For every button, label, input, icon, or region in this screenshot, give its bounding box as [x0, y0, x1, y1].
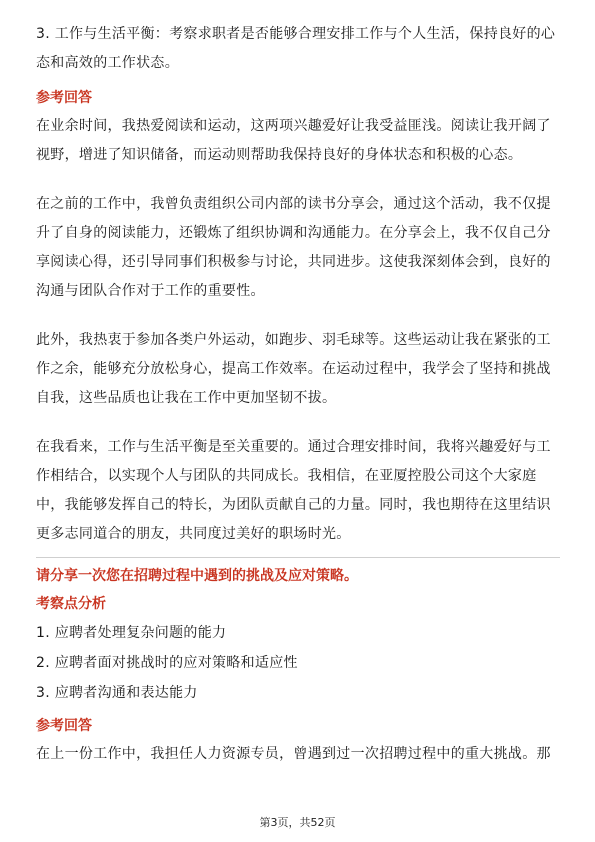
- page-number: 第3页，共52页: [259, 816, 336, 829]
- analysis-point: 2. 应聘者面对挑战时的应对策略和适应性: [36, 655, 298, 671]
- question-heading: 请分享一次您在招聘过程中遇到的挑战及应对策略。: [36, 568, 358, 584]
- answer-paragraph-start: 在上一份工作中，我担任人力资源专员，曾遇到过一次招聘过程中的重大挑战。那: [36, 746, 551, 762]
- answer-paragraph: 此外，我热衷于参加各类户外运动，如跑步、羽毛球等。这些运动让我在紧张的工作之余，能够充分放松身心，提高工作效率。在运动过程中，我学会了坚持和挑战自我，这些品质也让我在工作中更加坚韧不拔。: [36, 332, 551, 406]
- document-page: [36, 20, 560, 769]
- answer-label: 参考回答: [36, 718, 92, 734]
- analysis-point: 3. 应聘者沟通和表达能力: [36, 685, 198, 701]
- analysis-point: 1. 应聘者处理复杂问题的能力: [36, 625, 227, 641]
- assessment-point-3: 3. 工作与生活平衡：考察求职者是否能够合理安排工作与个人生活，保持良好的心态和高效的工作状态。: [36, 26, 556, 71]
- section-divider: [36, 557, 560, 558]
- answer-label: 参考回答: [36, 90, 92, 106]
- answer-paragraph: 在我看来，工作与生活平衡是至关重要的。通过合理安排时间，我将兴趣爱好与工作相结合，以实现个人与团队的共同成长。我相信，在亚厦控股公司这个大家庭中，我能够发挥自己的特长，为团队贡献自己的力量。同时，我也期待在这里结识更多志同道合的朋友，共同度过美好的职场时光。: [36, 439, 551, 542]
- analysis-label: 考察点分析: [36, 596, 106, 612]
- answer-paragraph: 在业余时间，我热爱阅读和运动，这两项兴趣爱好让我受益匪浅。阅读让我开阔了视野，增进了知识储备，而运动则帮助我保持良好的身体状态和积极的心态。: [36, 118, 551, 163]
- answer-paragraph: 在之前的工作中，我曾负责组织公司内部的读书分享会，通过这个活动，我不仅提升了自身的阅读能力，还锻炼了组织协调和沟通能力。在分享会上，我不仅自己分享阅读心得，还引导同事们积极参与讨论，共同进步。这使我深刻体会到，良好的沟通与团队合作对于工作的重要性。: [36, 196, 551, 299]
